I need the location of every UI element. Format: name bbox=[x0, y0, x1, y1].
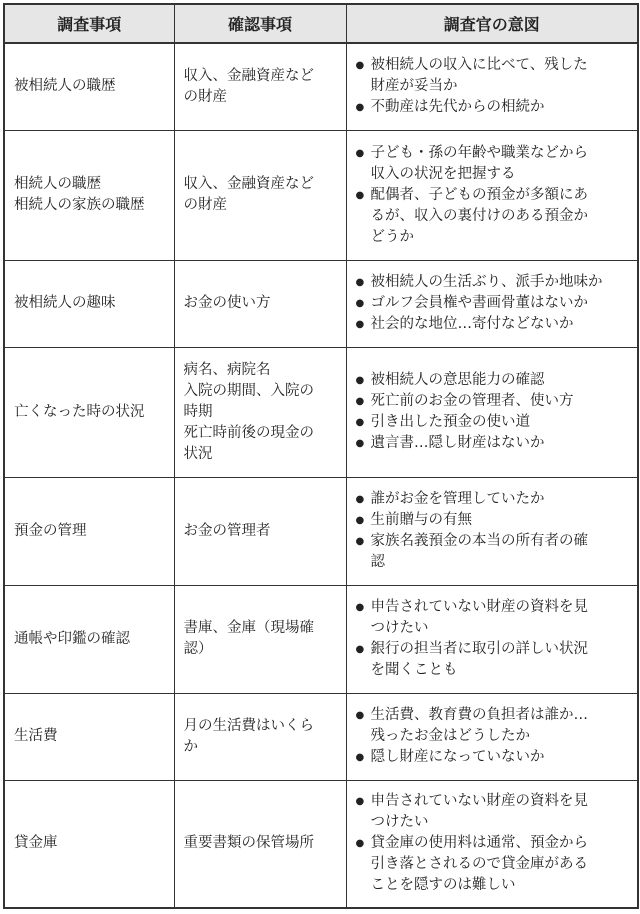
table-row bbox=[4, 585, 638, 693]
list-item bbox=[356, 272, 629, 293]
table-row bbox=[4, 43, 638, 130]
text-line: ● 遺言書…隠し財産はないか bbox=[370, 435, 545, 451]
text-line: 収入、金融資産など bbox=[183, 176, 314, 192]
header-row bbox=[4, 4, 638, 43]
text-line: の財産 bbox=[183, 197, 227, 213]
check-cell bbox=[174, 693, 346, 780]
intent-cell bbox=[346, 477, 638, 585]
text-line: 収入の状況を把握する bbox=[370, 165, 516, 182]
text-line: 預金の管理 bbox=[14, 522, 87, 539]
topic-cell bbox=[4, 477, 174, 585]
list-item bbox=[356, 185, 629, 248]
text-line: 入院の期間、入院の bbox=[183, 382, 314, 399]
list-item bbox=[356, 531, 629, 573]
text-line: 状況 bbox=[183, 445, 213, 462]
list-item bbox=[356, 370, 629, 391]
text-line: ● 生前贈与の有無 bbox=[370, 512, 472, 528]
text-line: 月の生活費はいくら bbox=[183, 717, 314, 734]
topic-cell bbox=[4, 130, 174, 260]
text-line: ● 生活費、教育費の負担者は誰か… bbox=[370, 707, 588, 723]
text-line: 被相続人の趣味 bbox=[14, 295, 116, 311]
text-line: 認） bbox=[183, 641, 213, 657]
intent-list bbox=[356, 55, 629, 118]
table-row bbox=[4, 693, 638, 780]
text-line: つけたい bbox=[370, 814, 429, 831]
header-intent: 調査官の意図 bbox=[346, 4, 638, 43]
text-line: 病名、病院名 bbox=[183, 361, 271, 378]
list-item bbox=[356, 97, 629, 118]
text-line: ● 申告されていない財産の資料を見 bbox=[370, 599, 588, 615]
intent-cell bbox=[346, 130, 638, 260]
intent-list bbox=[356, 143, 629, 248]
text-line: ● ゴルフ会員権や書画骨董はないか bbox=[370, 295, 588, 311]
table-row bbox=[4, 130, 638, 260]
check-cell bbox=[174, 347, 346, 477]
topic-cell bbox=[4, 585, 174, 693]
text-line: 死亡時前後の現金の bbox=[183, 424, 314, 441]
list-item bbox=[356, 639, 629, 681]
text-line: ● 銀行の担当者に取引の詳しい状況 bbox=[370, 641, 588, 657]
check-cell bbox=[174, 130, 346, 260]
list-item bbox=[356, 293, 629, 314]
text-line: 収入、金融資産など bbox=[183, 67, 314, 84]
text-line: ● 社会的な地位…寄付などないか bbox=[370, 316, 574, 332]
topic-cell bbox=[4, 347, 174, 477]
text-line: 書庫、金庫（現場確 bbox=[183, 620, 314, 636]
list-item bbox=[356, 433, 629, 454]
intent-list bbox=[356, 272, 629, 335]
check-cell bbox=[174, 477, 346, 585]
text-line: 貸金庫 bbox=[14, 835, 58, 852]
list-item bbox=[356, 833, 629, 896]
table-row bbox=[4, 780, 638, 908]
check-cell bbox=[174, 780, 346, 908]
text-line: ● 死亡前のお金の管理者、使い方 bbox=[370, 393, 574, 409]
topic-cell bbox=[4, 780, 174, 908]
text-line: ● 家族名義預金の本当の所有者の確 bbox=[370, 533, 588, 549]
text-line: 時期 bbox=[183, 403, 213, 420]
text-line: ● 隠し財産になっていないか bbox=[370, 749, 545, 765]
text-line: お金の管理者 bbox=[183, 522, 271, 539]
list-item bbox=[356, 412, 629, 433]
text-line: ● 貸金庫の使用料は通常、預金から bbox=[370, 835, 588, 852]
text-line: 生活費 bbox=[14, 728, 58, 744]
text-line: を聞くことも bbox=[370, 662, 458, 678]
text-line: ● 引き出した預金の使い道 bbox=[370, 414, 530, 430]
intent-cell bbox=[346, 347, 638, 477]
text-line: 相続人の家族の職歴 bbox=[14, 197, 145, 213]
table-row bbox=[4, 477, 638, 585]
intent-list bbox=[356, 489, 629, 573]
topic-cell bbox=[4, 260, 174, 347]
text-line: の財産 bbox=[183, 88, 227, 105]
intent-cell bbox=[346, 585, 638, 693]
text-line: 相続人の職歴 bbox=[14, 176, 101, 192]
text-line: ● 被相続人の意思能力の確認 bbox=[370, 372, 545, 388]
header-check: 確認事項 bbox=[174, 4, 346, 43]
header-topic: 調査事項 bbox=[4, 4, 174, 43]
text-line: 通帳や印鑑の確認 bbox=[14, 630, 130, 647]
text-line: つけたい bbox=[370, 620, 429, 636]
text-line: 認 bbox=[370, 554, 385, 570]
intent-cell bbox=[346, 43, 638, 130]
intent-cell bbox=[346, 780, 638, 908]
text-line: ● 子ども・孫の年齢や職業などから bbox=[370, 144, 588, 161]
text-line: ● 申告されていない財産の資料を見 bbox=[370, 793, 588, 810]
text-line: ● 配偶者、子どもの預金が多額にあ bbox=[370, 186, 588, 203]
check-cell bbox=[174, 43, 346, 130]
check-cell bbox=[174, 260, 346, 347]
list-item bbox=[356, 597, 629, 639]
list-item bbox=[356, 55, 629, 97]
list-item bbox=[356, 314, 629, 335]
intent-cell bbox=[346, 693, 638, 780]
text-line: 残ったお金はどうしたか bbox=[370, 728, 530, 744]
list-item bbox=[356, 489, 629, 510]
text-line: ● 不動産は先代からの相続か bbox=[370, 99, 545, 116]
text-line: 引き落とされるので貸金庫がある bbox=[370, 856, 588, 873]
intent-list bbox=[356, 597, 629, 681]
text-line: ● 被相続人の生活ぶり、派手か地味か bbox=[370, 274, 603, 290]
topic-cell bbox=[4, 43, 174, 130]
table-row bbox=[4, 347, 638, 477]
list-item bbox=[356, 705, 629, 747]
investigation-table bbox=[3, 3, 639, 909]
list-item bbox=[356, 747, 629, 768]
text-line: 被相続人の職歴 bbox=[14, 78, 116, 95]
intent-cell bbox=[346, 260, 638, 347]
text-line: 亡くなった時の状況 bbox=[14, 403, 145, 420]
text-line: か bbox=[183, 738, 198, 755]
intent-list bbox=[356, 705, 629, 768]
list-item bbox=[356, 510, 629, 531]
text-line: るが、収入の裏付けのある預金か bbox=[370, 207, 588, 224]
text-line: ことを隠すのは難しい bbox=[370, 877, 516, 894]
intent-list bbox=[356, 370, 629, 454]
intent-list bbox=[356, 791, 629, 896]
topic-cell bbox=[4, 693, 174, 780]
text-line: 財産が妥当か bbox=[370, 78, 458, 95]
text-line: お金の使い方 bbox=[183, 295, 271, 311]
text-line: ● 被相続人の収入に比べて、残した bbox=[370, 57, 588, 74]
list-item bbox=[356, 791, 629, 833]
text-line: ● 誰がお金を管理していたか bbox=[370, 491, 545, 507]
check-cell bbox=[174, 585, 346, 693]
table-row bbox=[4, 260, 638, 347]
text-line: 重要書類の保管場所 bbox=[183, 835, 314, 852]
list-item bbox=[356, 143, 629, 185]
text-line: どうか bbox=[370, 228, 414, 245]
list-item bbox=[356, 391, 629, 412]
